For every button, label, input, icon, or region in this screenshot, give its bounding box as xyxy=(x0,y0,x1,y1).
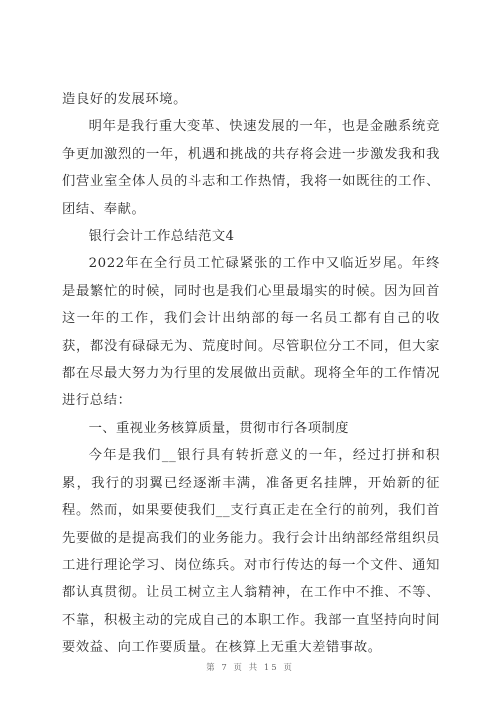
page-number-footer: 第 7 页 共 15 页 xyxy=(206,663,294,673)
subsection-heading: 一、重视业务核算质量，贯彻市行各项制度 xyxy=(88,420,349,436)
paragraph-continuation: 造良好的发展环境。 xyxy=(62,92,188,107)
document-body xyxy=(62,86,440,662)
paragraph-next-year: 明年是我行重大变革、快速发展的一年，也是金融系统竞争更加激烈的一年，机遇和挑战的共存将会进一步激发我和我们营业室全体人员的斗志和工作热情，我将一如既往的工作、团结、奉献。 xyxy=(62,119,440,217)
paragraph-intro: 2022年在全行员工忙碌紧张的工作中又临近岁尾。年终是最繁忙的时候，同时也是我们心里最塌实的时候。因为回首这一年的工作，我们会计出纳部的每一名员工都有自己的收获，都没有碌碌无为、荒度时间。尽管职位分工不同，但大家都在尽最大努力为行里的发展做出贡献。现将全年的工作情况进行总结： xyxy=(62,256,440,409)
section-title: 银行会计工作总结范文4 xyxy=(88,229,235,245)
paragraph-body: 今年是我们__银行具有转折意义的一年，经过打拼和积累，我行的羽翼已经逐渐丰满，准备更名挂牌，开始新的征程。然而，如果要使我们__支行真正走在全行的前列，我们首先要做的是提高我们的业务能力。我行会计出纳部经常组织员工进行理论学习、岗位练兵。对市行传达的每一个文件、通知都认真贯彻。让员工树立主人翁精神，在工作中不推、不等、不靠，积极主动的完成自己的本职工作。我部一直坚持向时间要效益、向工作要质量。在核算上无重大差错事故。 xyxy=(62,448,440,656)
